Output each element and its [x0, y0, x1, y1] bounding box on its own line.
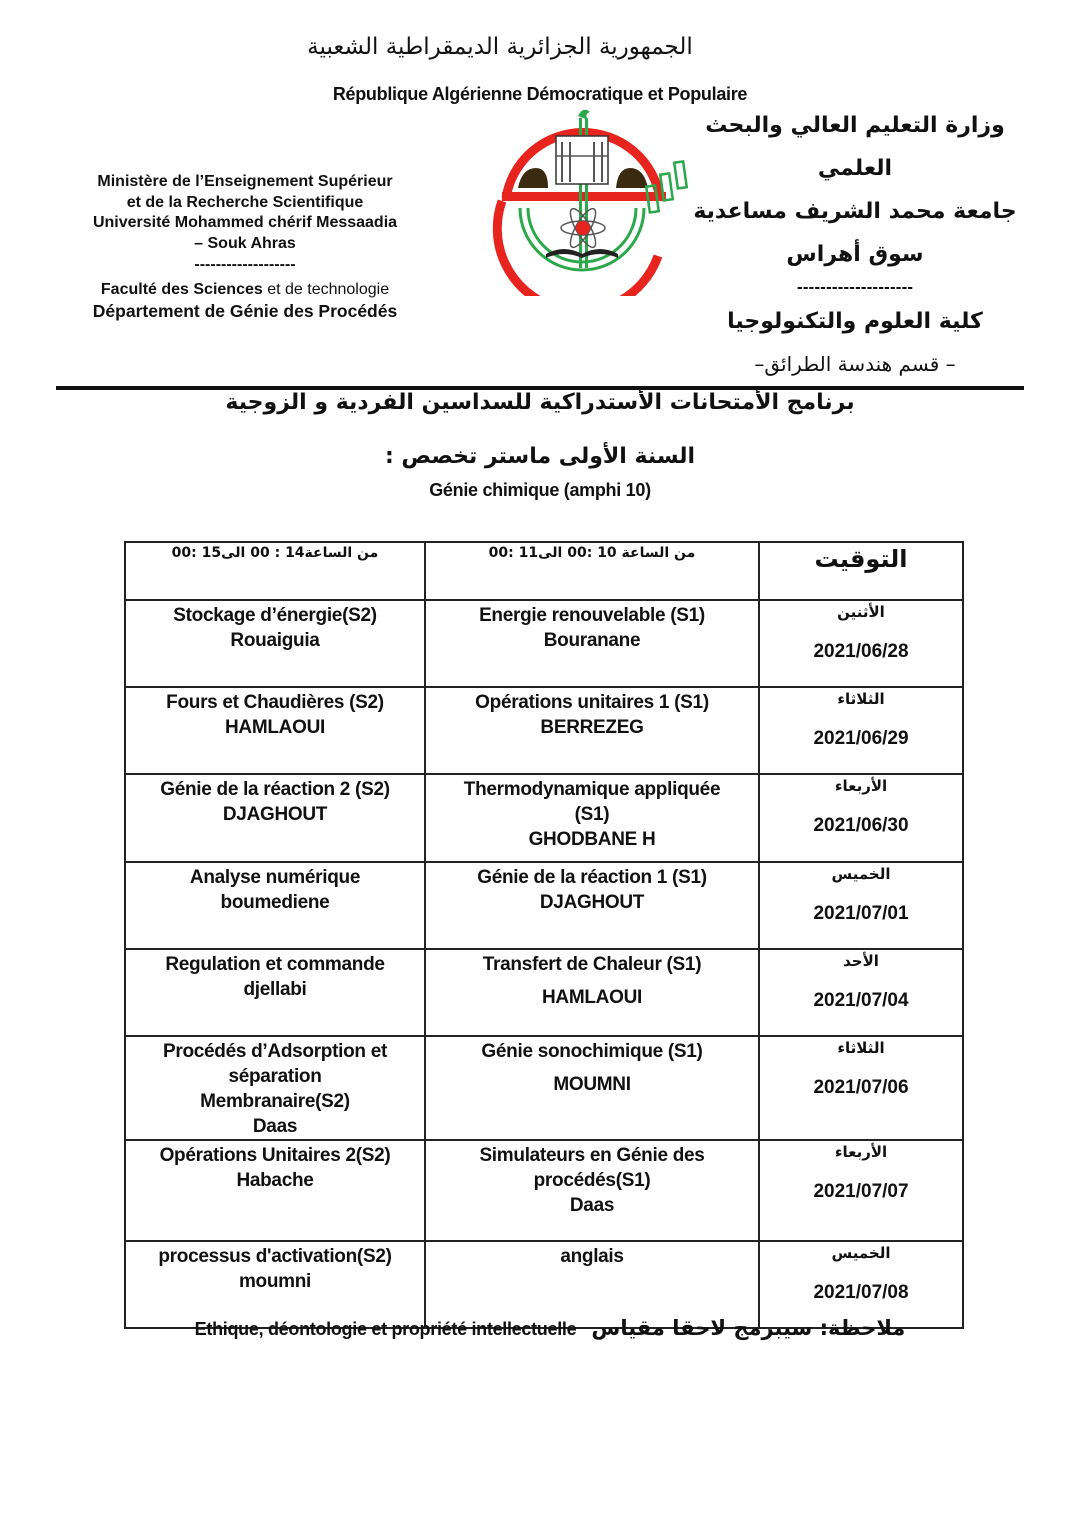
university-logo-icon — [478, 106, 688, 296]
table-row — [125, 1036, 963, 1140]
exam-date: 2021/07/01 — [813, 903, 909, 924]
exam-subject: Stockage d’énergie(S2) — [173, 605, 377, 626]
table-row — [125, 600, 963, 687]
ministry-line-2-ar: العلمي — [817, 156, 893, 181]
table-row — [125, 774, 963, 862]
day-cell — [759, 862, 963, 949]
exam-subject: Simulateurs en Génie des — [479, 1145, 705, 1166]
institution-header-arabic — [690, 104, 1020, 386]
exam-cell-morning — [425, 1036, 759, 1140]
table-row — [125, 862, 963, 949]
exam-line: Membranaire(S2) — [200, 1091, 350, 1112]
exam-line: BERREZEG — [540, 717, 644, 738]
document-title: برنامج الأمتحانات الأستدراكية للسداسين الفردية و الزوجية — [225, 390, 855, 415]
exam-line: Daas — [569, 1195, 615, 1216]
day-cell — [759, 774, 963, 862]
program-level: السنة الأولى ماستر تخصص : — [384, 444, 696, 469]
exam-cell-morning — [425, 687, 759, 774]
day-cell — [759, 687, 963, 774]
exam-cell-morning — [425, 862, 759, 949]
exam-line: MOUMNI — [553, 1074, 631, 1095]
day-name: الخميس — [831, 865, 891, 883]
day-name: الأربعاء — [834, 777, 888, 795]
day-cell — [759, 1140, 963, 1241]
exam-cell-morning — [425, 774, 759, 862]
department-name: Département de Génie des Procédés — [92, 300, 398, 321]
header-afternoon-slot: من الساعة14 : 00 الى15 :00 — [125, 542, 425, 600]
exam-line: (S1) — [574, 804, 610, 825]
day-name: الخميس — [831, 1244, 891, 1262]
exam-line: moumni — [238, 1271, 312, 1292]
exam-cell-morning — [425, 949, 759, 1036]
table-row — [125, 949, 963, 1036]
ministry-line-1: Ministère de l’Enseignement Supérieur — [97, 173, 393, 190]
exam-cell-morning — [425, 1140, 759, 1241]
exam-cell-afternoon — [125, 774, 425, 862]
exam-date: 2021/07/04 — [813, 990, 909, 1011]
faculty-name-rest: et de technologie — [262, 281, 390, 298]
specialty-and-room: Génie chimique (amphi 10) — [429, 480, 651, 500]
table-row — [125, 687, 963, 774]
exam-subject: Energie renouvelable (S1) — [479, 605, 705, 626]
day-name: الأثنين — [837, 603, 885, 621]
footnote — [140, 1316, 960, 1340]
table-row — [125, 1140, 963, 1241]
exam-subject: Thermodynamique appliquée — [463, 779, 721, 800]
separator-dashes: ------------------- — [194, 256, 296, 273]
ministry-line-1-ar: وزارة التعليم العالي والبحث — [705, 113, 1005, 138]
faculty-name-bold: Faculté des Sciences — [100, 281, 263, 298]
exam-cell-afternoon — [125, 862, 425, 949]
republic-title-arabic: الجمهورية الجزائرية الديمقراطية الشعبية — [307, 34, 693, 60]
exam-date: 2021/07/06 — [813, 1077, 909, 1098]
exam-date: 2021/07/07 — [813, 1181, 909, 1202]
exam-subject: Génie sonochimique (S1) — [481, 1041, 703, 1062]
exam-line: Rouaiguia — [230, 630, 320, 651]
exam-subject: anglais — [560, 1246, 624, 1267]
exam-line: HAMLAOUI — [542, 987, 642, 1008]
exam-schedule-table — [124, 541, 964, 1329]
exam-date: 2021/06/30 — [813, 815, 909, 836]
exam-line: DJAGHOUT — [222, 804, 328, 825]
exam-line: djellabi — [243, 979, 307, 1000]
exam-cell-afternoon — [125, 949, 425, 1036]
exam-date: 2021/06/29 — [813, 728, 909, 749]
exam-cell-afternoon — [125, 600, 425, 687]
university-line-2: – Souk Ahras — [194, 234, 296, 252]
day-name: الأربعاء — [834, 1143, 888, 1161]
exam-line: procédés(S1) — [533, 1170, 651, 1191]
table-row — [125, 1241, 963, 1328]
day-name: الثلاثاء — [837, 690, 885, 708]
day-name: الأحد — [843, 952, 879, 970]
department-name-ar: – قسم هندسة الطرائق– — [754, 352, 956, 376]
table-header-row — [125, 542, 963, 600]
exam-line: Bouranane — [543, 630, 641, 651]
exam-subject: Opérations unitaires 1 (S1) — [475, 692, 709, 713]
exam-line: Daas — [252, 1116, 298, 1137]
exam-line: boumediene — [220, 892, 330, 913]
university-line-2-ar: سوق أهراس — [786, 242, 924, 267]
exam-date: 2021/07/08 — [813, 1282, 909, 1303]
exam-subject: processus d'activation(S2) — [158, 1246, 392, 1267]
separator-dashes-ar: -------------------- — [796, 280, 914, 296]
header-timing: التوقيت — [759, 542, 963, 600]
exam-cell-afternoon — [125, 1140, 425, 1241]
exam-cell-morning — [425, 600, 759, 687]
university-line-1-ar: جامعة محمد الشريف مساعدية — [693, 199, 1017, 224]
exam-cell-afternoon — [125, 1241, 425, 1328]
exam-line: GHODBANE H — [528, 829, 656, 850]
day-cell — [759, 1241, 963, 1328]
header-morning-slot: من الساعة 10 :00 الى11 :00 — [425, 542, 759, 600]
exam-date: 2021/06/28 — [813, 641, 909, 662]
day-name: الثلاثاء — [837, 1039, 885, 1057]
note-label: ملاحظة: سيبرمج لاحقا مقياس — [591, 1316, 906, 1340]
faculty-name-ar: كلية العلوم والتكنولوجيا — [727, 309, 983, 334]
exam-cell-afternoon — [125, 687, 425, 774]
day-cell — [759, 600, 963, 687]
exam-subject: Génie de la réaction 2 (S2) — [160, 779, 390, 800]
exam-subject: Génie de la réaction 1 (S1) — [477, 867, 707, 888]
university-line-1: Université Mohammed chérif Messaadia — [92, 214, 398, 231]
exam-subject: Transfert de Chaleur (S1) — [482, 954, 702, 975]
exam-subject: Opérations Unitaires 2(S2) — [159, 1145, 391, 1166]
exam-line: DJAGHOUT — [539, 892, 645, 913]
exam-subject: Fours et Chaudières (S2) — [166, 692, 384, 713]
exam-subject: Procédés d’Adsorption et — [162, 1041, 387, 1062]
exam-subject: Analyse numérique — [189, 867, 361, 888]
exam-line: séparation — [228, 1066, 322, 1087]
institution-header-french — [60, 172, 430, 321]
exam-cell-morning — [425, 1241, 759, 1328]
note-subject: Ethique, déontologie et propriété intellectuelle — [194, 1319, 577, 1339]
exam-line: HAMLAOUI — [225, 717, 325, 738]
exam-line: Habache — [236, 1170, 314, 1191]
republic-title-french: République Algérienne Démocratique et Populaire — [332, 84, 748, 104]
day-cell — [759, 1036, 963, 1140]
day-cell — [759, 949, 963, 1036]
exam-cell-afternoon — [125, 1036, 425, 1140]
faculty-name — [60, 280, 430, 301]
ministry-line-2: et de la Recherche Scientifique — [126, 193, 364, 211]
exam-subject: Regulation et commande — [165, 954, 385, 975]
